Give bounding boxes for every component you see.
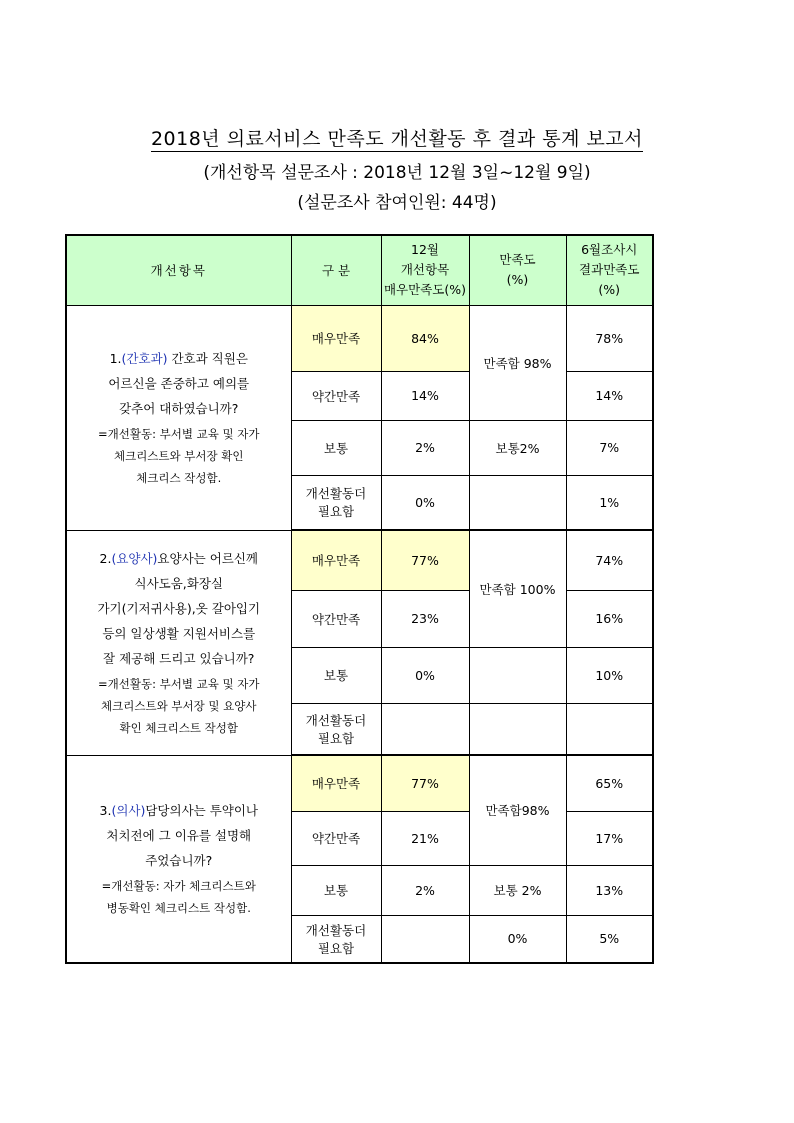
june-value: 7% bbox=[566, 420, 653, 475]
december-value: 21% bbox=[381, 811, 469, 865]
satisfaction-value: 만족함 100% bbox=[469, 530, 566, 647]
satisfaction-value bbox=[469, 703, 566, 755]
december-value: 0% bbox=[381, 475, 469, 530]
category-cell: 약간만족 bbox=[291, 590, 381, 647]
december-value: 0% bbox=[381, 647, 469, 703]
category-cell: 보통 bbox=[291, 647, 381, 703]
table-row bbox=[66, 755, 653, 811]
participant-count: (설문조사 참여인원: 44명) bbox=[297, 193, 497, 213]
satisfaction-value: 보통 2% bbox=[469, 865, 566, 915]
satisfaction-value: 0% bbox=[469, 915, 566, 963]
december-value: 2% bbox=[381, 865, 469, 915]
question-cell-1: 1.(간호과) 간호과 직원은 어르신을 존중하고 예의를 갖추어 대하였습니까? =개선활동: 부서별 교육 및 자가 체크리스트와 부서장 확인 체크리스 작성함. bbox=[66, 305, 291, 530]
improvement-note: =개선활동: 부서별 교육 및 자가 체크리스트와 부서장 및 요양사 확인 체크리스트 작성함 bbox=[98, 677, 260, 735]
june-value: 5% bbox=[566, 915, 653, 963]
header-row bbox=[66, 235, 653, 305]
june-value: 1% bbox=[566, 475, 653, 530]
header-item: 개선항목 bbox=[66, 235, 291, 305]
report-title: 2018년 의료서비스 만족도 개선활동 후 결과 통계 보고서 bbox=[150, 128, 644, 150]
june-value: 14% bbox=[566, 371, 653, 420]
june-value: 10% bbox=[566, 647, 653, 703]
june-value: 17% bbox=[566, 811, 653, 865]
category-cell: 매우만족 bbox=[291, 530, 381, 590]
june-value: 13% bbox=[566, 865, 653, 915]
satisfaction-value bbox=[469, 647, 566, 703]
header-june: 6월조사시 결과만족도 (%) bbox=[566, 235, 653, 305]
category-cell: 약간만족 bbox=[291, 371, 381, 420]
december-value: 77% bbox=[381, 755, 469, 811]
header-category: 구 분 bbox=[291, 235, 381, 305]
june-value: 74% bbox=[566, 530, 653, 590]
table-row bbox=[66, 530, 653, 590]
category-cell: 매우만족 bbox=[291, 755, 381, 811]
june-value bbox=[566, 703, 653, 755]
december-value bbox=[381, 915, 469, 963]
survey-period: (개선항목 설문조사 : 2018년 12월 3일~12월 9일) bbox=[203, 163, 591, 183]
december-value: 14% bbox=[381, 371, 469, 420]
june-value: 78% bbox=[566, 305, 653, 371]
improvement-note: =개선활동: 부서별 교육 및 자가 체크리스트와 부서장 확인 체크리스 작성함. bbox=[98, 427, 260, 485]
question-cell-2: 2.(요양사)요양사는 어르신께 식사도움,화장실 가기(기저귀사용),옷 갈아입기 등의 일상생활 지원서비스를 잘 제공해 드리고 있습니까? =개선활동: 부서별 교육 및 자가 체크리스트와 부서장 및 요양사 확인 체크리스트 작성함 bbox=[66, 530, 291, 755]
satisfaction-value: 만족함98% bbox=[469, 755, 566, 865]
question-cell-3: 3.(의사)담당의사는 투약이나 처치전에 그 이유를 설명해 주었습니까? =개선활동: 자가 체크리스트와 병동확인 체크리스트 작성함. bbox=[66, 755, 291, 963]
december-value: 2% bbox=[381, 420, 469, 475]
category-cell: 보통 bbox=[291, 865, 381, 915]
june-value: 65% bbox=[566, 755, 653, 811]
header-satisfaction: 만족도 (%) bbox=[469, 235, 566, 305]
results-table bbox=[65, 234, 654, 964]
december-value bbox=[381, 703, 469, 755]
satisfaction-value: 만족함 98% bbox=[469, 305, 566, 420]
category-cell: 개선활동더 필요함 bbox=[291, 915, 381, 963]
satisfaction-value: 보통2% bbox=[469, 420, 566, 475]
table-row bbox=[66, 305, 653, 371]
category-cell: 약간만족 bbox=[291, 811, 381, 865]
june-value: 16% bbox=[566, 590, 653, 647]
header-december: 12월 개선항목 매우만족도(%) bbox=[381, 235, 469, 305]
december-value: 77% bbox=[381, 530, 469, 590]
satisfaction-value bbox=[469, 475, 566, 530]
category-cell: 매우만족 bbox=[291, 305, 381, 371]
category-cell: 보통 bbox=[291, 420, 381, 475]
category-cell: 개선활동더 필요함 bbox=[291, 475, 381, 530]
category-cell: 개선활동더 필요함 bbox=[291, 703, 381, 755]
december-value: 23% bbox=[381, 590, 469, 647]
improvement-note: =개선활동: 자가 체크리스트와 병동확인 체크리스트 작성함. bbox=[101, 879, 256, 916]
december-value: 84% bbox=[381, 305, 469, 371]
